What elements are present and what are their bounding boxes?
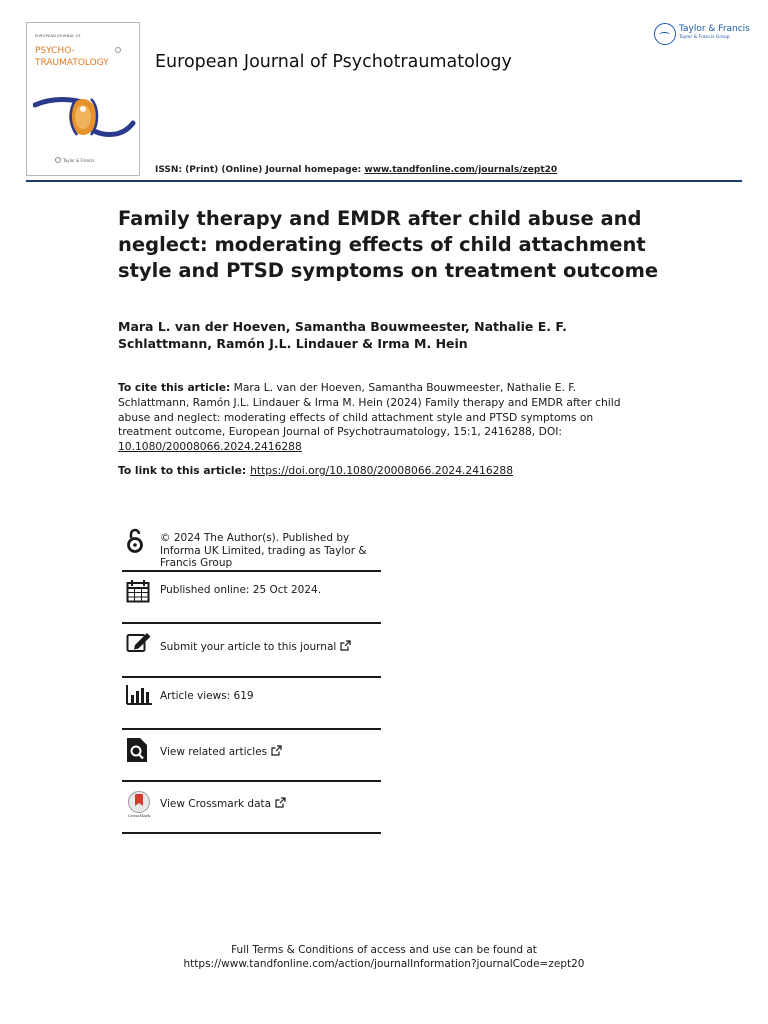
taylor-francis-logo-icon xyxy=(654,23,676,45)
edit-icon xyxy=(126,631,152,653)
cite-doi-link[interactable]: 10.1080/20008066.2024.2416288 xyxy=(118,440,302,454)
bar-chart-icon xyxy=(126,685,152,705)
cover-badge-icon xyxy=(115,47,121,53)
crossmark-link[interactable]: View Crossmark data xyxy=(160,798,272,810)
views-row xyxy=(122,682,381,728)
related-articles-link[interactable]: View related articles xyxy=(160,746,268,758)
info-divider xyxy=(122,676,381,678)
cover-small-text: EUROPEAN JOURNAL OF xyxy=(35,34,81,38)
info-divider xyxy=(122,832,381,834)
info-divider xyxy=(122,728,381,730)
external-link-icon xyxy=(340,640,351,651)
logo-name: Taylor & Francis xyxy=(679,24,750,34)
crossmark-label: CrossMark xyxy=(127,813,151,818)
external-link-icon xyxy=(275,797,286,808)
crossmark-icon xyxy=(124,790,154,820)
cover-title: PSYCHO- TRAUMATOLOGY xyxy=(35,46,109,68)
info-divider xyxy=(122,622,381,624)
journal-homepage-link[interactable]: www.tandfonline.com/journals/zept20 xyxy=(364,165,558,175)
views-text: Article views: 619 xyxy=(160,690,254,702)
crossmark-row[interactable] xyxy=(122,786,381,832)
article-title: Family therapy and EMDR after child abuse and neglect: moderating effects of child attachment style and PTSD symptoms on treatment outcome xyxy=(118,207,659,282)
published-row xyxy=(122,576,381,622)
published-text: Published online: 25 Oct 2024. xyxy=(160,584,322,596)
cover-publisher-icon xyxy=(55,157,61,163)
open-access-icon xyxy=(126,528,144,554)
header-divider xyxy=(26,180,742,182)
info-divider xyxy=(122,570,381,572)
footer-terms-link[interactable]: https://www.tandfonline.com/action/journalInformation?journalCode=zept20 xyxy=(183,958,585,970)
related-articles-row[interactable] xyxy=(122,734,381,780)
external-link-icon xyxy=(271,745,282,756)
calendar-icon xyxy=(126,579,150,603)
license-row[interactable] xyxy=(122,526,381,570)
footer-line-1: Full Terms & Conditions of access and use can be found at xyxy=(231,944,537,956)
cite-text: Mara L. van der Hoeven, Samantha Bouwmeester, Nathalie E. F. Schlattmann, Ramón J.L. Lindauer & Irma M. Hein (2024) Family therapy and EMDR after child abuse and neglect: moderating effects of child attachment style and PTSD symptoms on treatment outcome, European Journal of Psychotraumatology, 15:1, 2416288, DOI: xyxy=(118,381,621,439)
logo-subname: Taylor & Francis Group xyxy=(679,35,730,40)
citation-block xyxy=(118,381,638,455)
cover-publisher-text: Taylor & Francis xyxy=(63,158,95,163)
taylor-francis-logo[interactable] xyxy=(654,21,750,47)
info-divider xyxy=(122,780,381,782)
footer-terms xyxy=(0,943,768,971)
issn-line: ISSN: (Print) (Online) Journal homepage: www.tandfonline.com/journals/zept20 xyxy=(155,165,558,175)
cover-artwork-icon xyxy=(33,79,137,157)
journal-title: European Journal of Psychotraumatology xyxy=(155,52,512,72)
article-authors: Mara L. van der Hoeven, Samantha Bouwmeester, Nathalie E. F. Schlattmann, Ramón J.L. Lindauer & Irma M. Hein xyxy=(118,319,567,351)
search-document-icon xyxy=(126,737,148,763)
license-text: © 2024 The Author(s). Published by Informa UK Limited, trading as Taylor & Francis Group xyxy=(160,532,367,569)
article-link-block xyxy=(118,464,638,479)
link-label: To link to this article: xyxy=(118,464,247,477)
submit-article-row[interactable] xyxy=(122,628,381,676)
cite-label: To cite this article: xyxy=(118,381,231,394)
submit-article-link[interactable]: Submit your article to this journal xyxy=(160,641,337,653)
journal-cover-image xyxy=(26,22,140,176)
article-doi-link[interactable]: https://doi.org/10.1080/20008066.2024.2416288 xyxy=(250,464,514,477)
